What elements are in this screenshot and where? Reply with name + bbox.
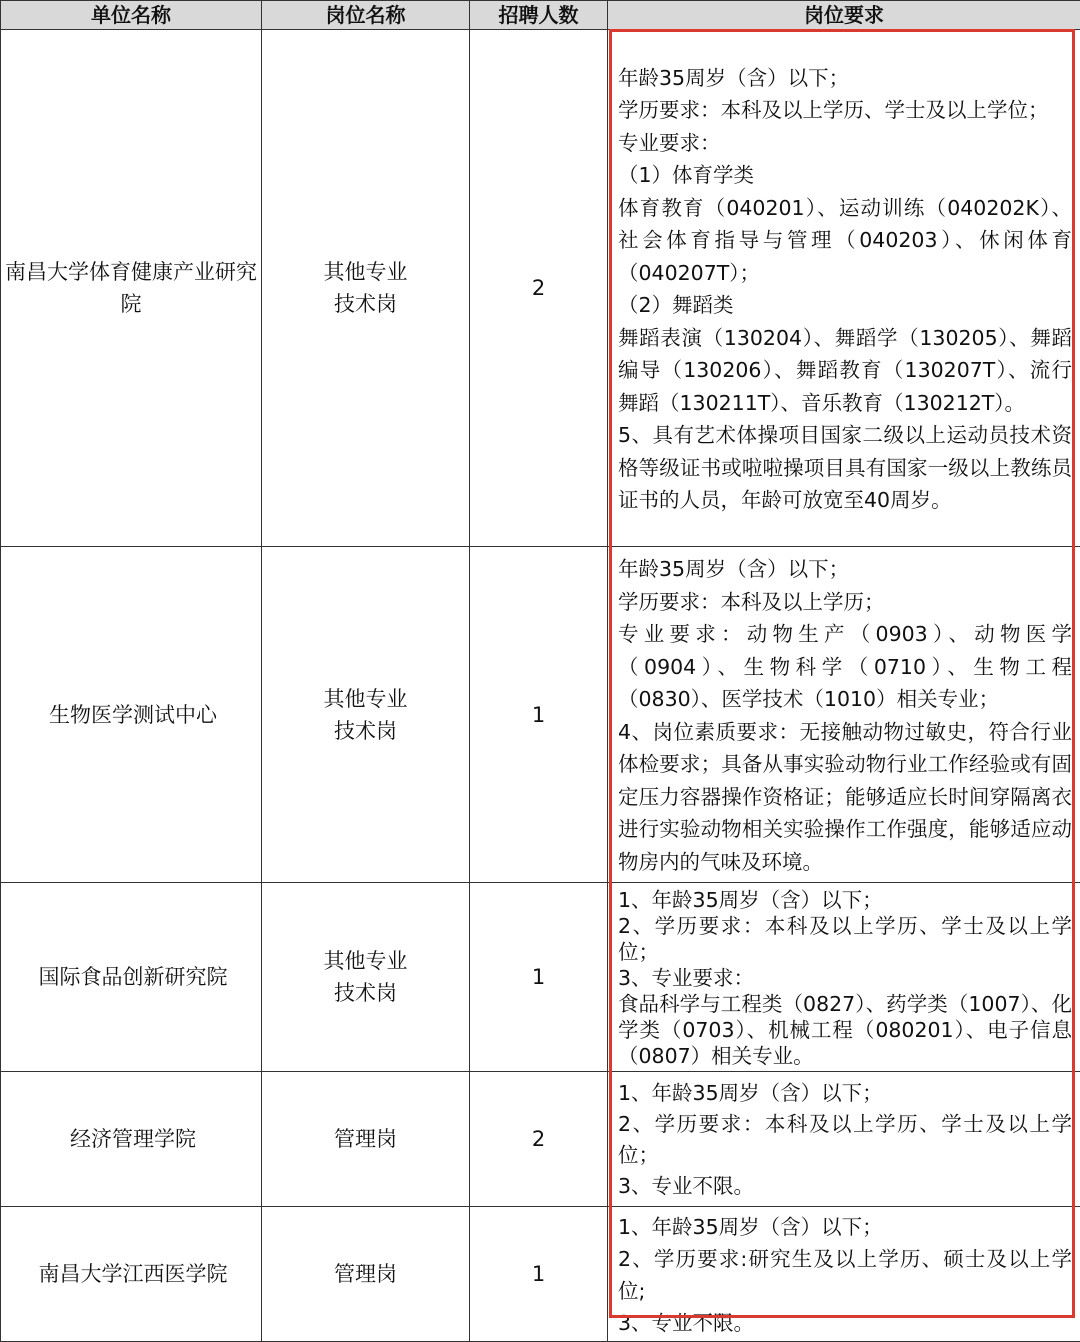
- position-line: 技术岗: [262, 977, 469, 1009]
- unit-cell: 南昌大学体育健康产业研究院: [1, 30, 262, 547]
- requirement-line: 体育教育（040201）、运动训练（040202K）、社会体育指导与管理（040203）、休闲体育（040207T）；: [618, 192, 1072, 290]
- position-line: 管理岗: [262, 1123, 469, 1155]
- requirement-line: 2、学历要求：本科及以上学历、学士及以上学位；: [618, 1109, 1072, 1171]
- header-unit: 单位名称: [1, 1, 262, 30]
- table-row: [1, 547, 1080, 883]
- requirements-cell: [608, 1207, 1080, 1342]
- requirement-line: 1、年龄35周岁（含）以下；: [618, 1211, 1072, 1243]
- requirement-line: 2、学历要求：本科及以上学历、学士及以上学位；: [618, 913, 1072, 965]
- requirement-line: 学历要求：本科及以上学历；: [618, 586, 1072, 619]
- requirement-line: 1、年龄35周岁（含）以下；: [618, 887, 1072, 913]
- unit-cell: 南昌大学江西医学院: [1, 1207, 262, 1342]
- requirement-line: 年龄35周岁（含）以下；: [618, 553, 1072, 586]
- position-cell: [262, 1207, 470, 1342]
- requirement-line: 1、年龄35周岁（含）以下；: [618, 1078, 1072, 1109]
- position-line: 技术岗: [262, 288, 469, 320]
- requirement-line: 2、学历要求:研究生及以上学历、硕士及以上学位;: [618, 1243, 1072, 1307]
- position-line: 其他专业: [262, 683, 469, 715]
- requirements-cell: [608, 547, 1080, 883]
- requirement-line: 专业要求：: [618, 127, 1072, 160]
- count-cell: 1: [470, 547, 608, 883]
- table-row: [1, 30, 1080, 547]
- requirement-line: 食品科学与工程类（0827）、药学类（1007）、化学类（0703）、机械工程（080201）、电子信息（0807）相关专业。: [618, 991, 1072, 1069]
- requirement-line: （1）体育学类: [618, 159, 1072, 192]
- count-cell: 2: [470, 1072, 608, 1207]
- table-header-row: [1, 1, 1080, 30]
- position-line: 其他专业: [262, 256, 469, 288]
- table-row: [1, 883, 1080, 1072]
- position-line: 其他专业: [262, 945, 469, 977]
- unit-cell: 国际食品创新研究院: [1, 883, 262, 1072]
- position-line: 管理岗: [262, 1258, 469, 1290]
- count-cell: 2: [470, 30, 608, 547]
- requirement-line: （2）舞蹈类: [618, 289, 1072, 322]
- position-cell: [262, 883, 470, 1072]
- requirement-line: 专业要求：动物生产（0903）、动物医学（0904）、生物科学（0710）、生物工程（0830）、医学技术（1010）相关专业；: [618, 618, 1072, 716]
- header-requirements: 岗位要求: [608, 1, 1080, 30]
- requirement-line: 学历要求：本科及以上学历、学士及以上学位；: [618, 94, 1072, 127]
- requirement-line: 4、岗位素质要求：无接触动物过敏史，符合行业体检要求；具备从事实验动物行业工作经验或有固定压力容器操作资格证；能够适应长时间穿隔离衣进行实验动物相关实验操作工作强度，能够适应动物房内的气味及环境。: [618, 716, 1072, 879]
- position-cell: [262, 30, 470, 547]
- requirement-line: 3、专业要求：: [618, 965, 1072, 991]
- requirement-line: 3、专业不限。: [618, 1307, 1072, 1339]
- requirement-line: 舞蹈表演（130204）、舞蹈学（130205）、舞蹈编导（130206）、舞蹈教育（130207T）、流行舞蹈（130211T）、音乐教育（130212T）。: [618, 322, 1072, 420]
- position-line: 技术岗: [262, 715, 469, 747]
- requirement-line: 年龄35周岁（含）以下；: [618, 62, 1072, 95]
- table-row: [1, 1207, 1080, 1342]
- count-cell: 1: [470, 1207, 608, 1342]
- table-row: [1, 1072, 1080, 1207]
- requirement-line: 3、专业不限。: [618, 1171, 1072, 1202]
- requirements-cell: [608, 30, 1080, 547]
- requirements-cell: [608, 1072, 1080, 1207]
- unit-cell: 生物医学测试中心: [1, 547, 262, 883]
- count-cell: 1: [470, 883, 608, 1072]
- header-position: 岗位名称: [262, 1, 470, 30]
- requirements-cell: [608, 883, 1080, 1072]
- unit-cell: 经济管理学院: [1, 1072, 262, 1207]
- header-count: 招聘人数: [470, 1, 608, 30]
- position-cell: [262, 547, 470, 883]
- requirement-line: 5、具有艺术体操项目国家二级以上运动员技术资格等级证书或啦啦操项目具有国家一级以上教练员证书的人员，年龄可放宽至40周岁。: [618, 419, 1072, 517]
- position-cell: [262, 1072, 470, 1207]
